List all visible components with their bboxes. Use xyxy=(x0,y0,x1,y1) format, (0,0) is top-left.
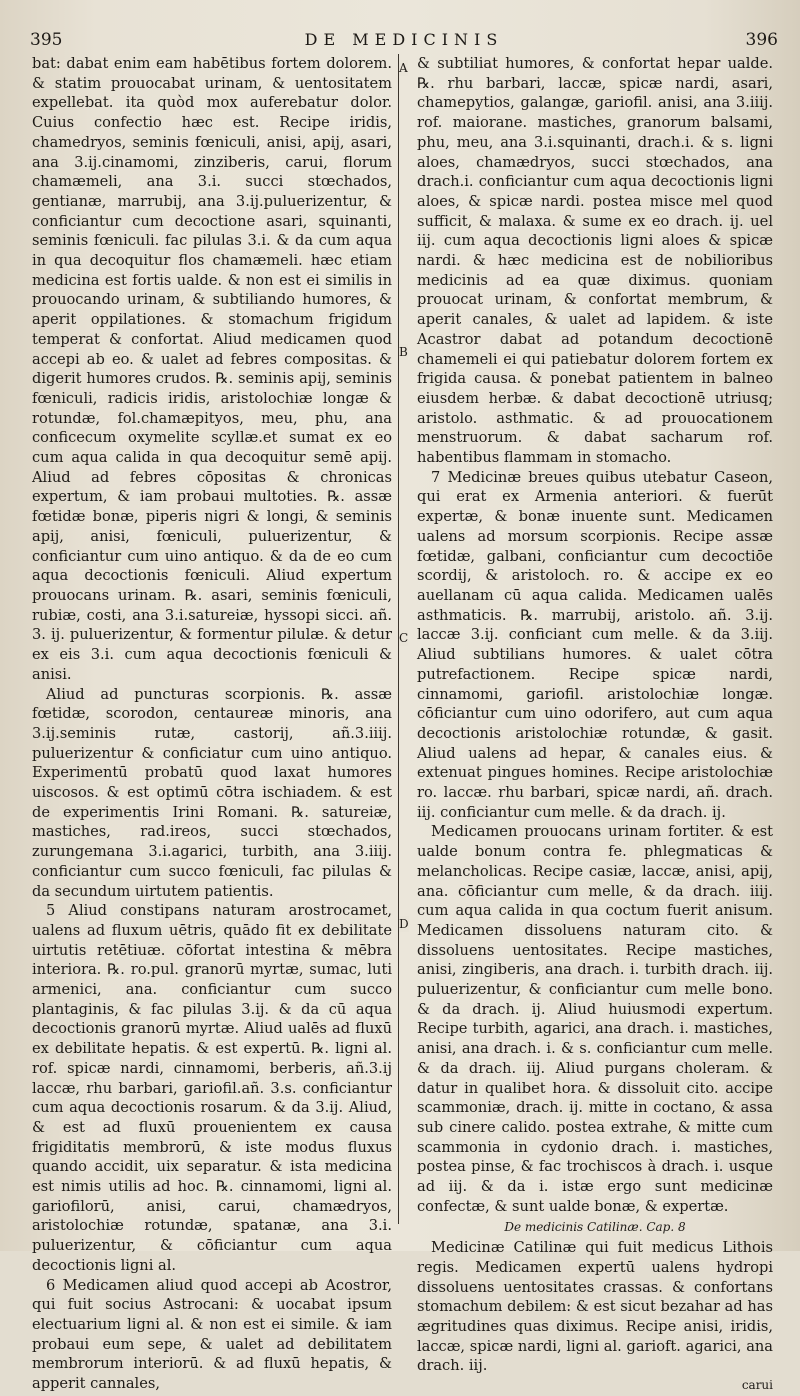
right-column xyxy=(417,54,773,1393)
margin-letter-c: C xyxy=(399,631,409,645)
left-column xyxy=(32,54,392,1393)
margin-letter-a: A xyxy=(399,61,408,75)
left-paragraph: 5 Aliud constipans naturam arostrocamet, ualens ad fluxum uētris, quādo fit ex debilitate uirtutis retētiuæ. cōfortat intestina & mēbra interiora. ℞. ro.pul. granorū myrtæ, sumac, luti armenici, ana. conficiantur cum succo plantaginis, & fac pilulas 3.ij. & da cū aqua decoctionis granorū myrtæ. Aliud ualēs ad fluxū ex debilitate hepatis. & est expertū. ℞. ligni al. rof. spicæ nardi, cinnamomi, berberis, añ.3.ij laccæ, rhu barbari, gariofil.añ. 3.s. conficiantur cum aqua decoctionis rosarum. & da 3.ij. Aliud, & est ad fluxū prouenientem ex causa frigiditatis membrorū, & iste modus fluxus quando accidit, uix separatur. & ista medicina est nimis utilis ad hoc. ℞. cinnamomi, ligni al. gariofilorū, anisi, carui, chamædryos, aristolochiæ rotundæ, spatanæ, ana 3.i. puluerizentur, & cōficiantur cum aqua decoctionis ligni al. xyxy=(32,902,392,1274)
margin-letter-d: D xyxy=(399,917,409,931)
catchword: carui xyxy=(741,1378,773,1393)
right-paragraph: Medicinæ Catilinæ qui fuit medicus Lithois regis. Medicamen expertū ualens hydropi dissoluens uentositates crassas. & confortans stomachum debilem: & est sicut bezahar ad has ægritudines quas diximus. Recipe anisi, iridis, laccæ, spicæ nardi, ligni al. garioft. agarici, ana drach. iij. xyxy=(417,1239,773,1375)
left-paragraph: 6 Medicamen aliud quod accepi ab Acostror, qui fuit socius Astrocani: & uocabat ipsum electuarium ligni al. & non est ei simile. & iam probaui eum sepe, & ualet ad debilitatem membrorum interiorū. & ad fluxū hepatis, & apperit cannales, xyxy=(32,1276,392,1393)
left-paragraph: Aliud ad puncturas scorpionis. ℞. assæ fœtidæ, scorodon, centaureæ minoris, ana 3.ij.seminis rutæ, castorij, añ.3.iiij. puluerizentur & conficiatur cum uino antiquo. Experimentū probatū quod laxat humores uiscosos. & est optimū cōtra ischiadem. & est de experimentis Irini Romani. ℞. satureiæ, mastiches, rad.ireos, succi stœchados, zurungemana 3.i.agarici, turbith, ana 3.iiij. conficiantur cum succo fœniculi, fac pilulas & da secundum uirtutem patientis. xyxy=(32,685,392,900)
right-paragraph: 7 Medicinæ breues quibus utebatur Caseon, qui erat ex Armenia anteriori. & fuerūt expertæ, & bonæ inuente sunt. Medicamen ualens ad morsum scorpionis. Recipe assæ fœtidæ, galbani, conficiantur cum decoctiōe scordij, & aristoloch. ro. & accipe ex eo auellanam cū aqua calida. Medicamen ualēs asthmaticis. ℞. marrubij, aristolo. añ. 3.ij. laccæ 3.ij. conficiant cum melle. & da 3.iij. Aliud subtilians humores. & ualet cōtra putrefactionem. Recipe spicæ nardi, cinnamomi, gariofil. aristolochiæ longæ. cōficiantur cum uino odorifero, aut cum aqua decoctionis aristolochiæ rotundæ, & gasit. Aliud ualens ad hepar, & canales eius. & extenuat pingues homines. Recipe aristolochiæ ro. laccæ. rhu barbari, spicæ nardi, añ. drach. iij. conficiantur cum melle. & da drach. ij. xyxy=(417,468,773,821)
margin-letters xyxy=(394,54,414,1224)
right-paragraph: Medicamen prouocans urinam fortiter. & est ualde bonum contra fe. phlegmaticas & melancholicas. Recipe casiæ, laccæ, anisi, apij, ana. cōficiantur cum melle, & da drach. iiij. cum aqua calida in qua coctum fuerit anisum. Medicamen dissoluens naturam cito. & dissoluens uentositates. Recipe mastiches, anisi, zingiberis, ana drach. i. turbith drach. iij. puluerizentur, & conficiantur cum melle bono. & da drach. ij. Aliud huiusmodi expertum. Recipe turbith, agarici, ana drach. i. mastiches, anisi, ana drach. i. & s. conficiantur cum melle. & da drach. iij. Aliud purgans choleram. & datur in qualibet hora. & dissoluit cito. accipe scammoniæ, drach. ij. mitte in coctano, & assa sub cinere calido. postea extrahe, & mitte cum scammonia in cydonio drach. i. mastiches, postea pinse, & fac trochiscos à drach. i. usque ad iij. & da i. istæ ergo sunt medicinæ confectæ, & sunt ualde bonæ, & expertæ. xyxy=(417,823,773,1215)
running-title: DE MEDICINIS xyxy=(304,30,504,49)
page-header xyxy=(30,30,778,52)
margin-letter-b: B xyxy=(399,345,408,359)
page-number-right: 396 xyxy=(745,30,778,50)
chapter-heading: De medicinis Catilinæ. Cap. 8 xyxy=(504,1220,686,1235)
left-paragraph: bat: dabat enim eam habētibus fortem dolorem. & statim prouocabat urinam, & uentositatem expellebat. ita quòd mox auferebatur dolor. Cuius confectio hæc est. Recipe iridis, chamedryos, seminis fœniculi, anisi, apij, asari, ana 3.ij.cinamomi, zinziberis, carui, florum chamæmeli, ana 3.i. succi stœchados, gentianæ, marrubij, ana 3.ij.puluerizentur, & conficiantur cum decoctione asari, squinanti, seminis fœniculi. fac pilulas 3.i. & da cum aqua in qua decoquitur flos chamæmeli. hæc etiam medicina est fortis ualde. & non est ei similis in prouocando urinam, & subtiliando humores, & aperit oppilationes. & stomachum frigidum temperat & confortat. Aliud medicamen quod accepi ab eo. & ualet ad febres compositas. & digerit humores crudos. ℞. seminis apij, seminis fœniculi, radicis iridis, aristolochiæ longæ & rotundæ, fol.chamæpityos, meu, phu, ana conficecum oxymelite scyllæ.et sumat ex eo cum aqua calida in qua decoquitur semē apij. Aliud ad febres cōpositas & chronicas expertum, & iam probaui multoties. ℞. assæ fœtidæ bonæ, piperis nigri & longi, & seminis apij, anisi, fœniculi, puluerizentur, & conficiantur cum uino antiquo. & da de eo cum aqua decoctionis fœniculi. Aliud expertum prouocans urinam. ℞. asari, seminis fœniculi, rubiæ, costi, ana 3.i.satureiæ, hyssopi sicci. añ. 3. ij. puluerizentur, & formentur pilulæ. & detur ex eis 3.i. cum aqua decoctionis fœniculi & anisi. xyxy=(32,55,392,683)
right-paragraph: & subtiliat humores, & confortat hepar ualde. ℞. rhu barbari, laccæ, spicæ nardi, asari, chamepytios, galangæ, gariofil. anisi, ana 3.iiij. rof. maiorane. mastiches, granorum balsami, phu, meu, ana 3.i.squinanti, drach.i. & s. ligni aloes, chamædryos, succi stœchados, ana drach.i. conficiantur cum aqua decoctionis ligni aloes, & spicæ nardi. postea misce mel quod sufficit, & malaxa. & sume ex eo drach. ij. uel iij. cum aqua decoctionis ligni aloes & spicæ nardi. & hæc medicina est de nobilioribus medicinis ad ea quæ diximus. quoniam prouocat urinam, & confortat membrum, & aperit canales, & ualet ad lapidem. & iste Acastror dabat ad potandum decoctionē chamemeli ei qui patiebatur dolorem fortem ex frigida causa. & ponebat patientem in balneo eiusdem herbæ. & dabat decoctionē utriusq; aristolo. asthmatic. & ad prouocationem menstruorum. & dabat sacharum rof. habentibus flammam in stomacho. xyxy=(417,55,773,467)
page-number-left: 395 xyxy=(30,30,63,50)
